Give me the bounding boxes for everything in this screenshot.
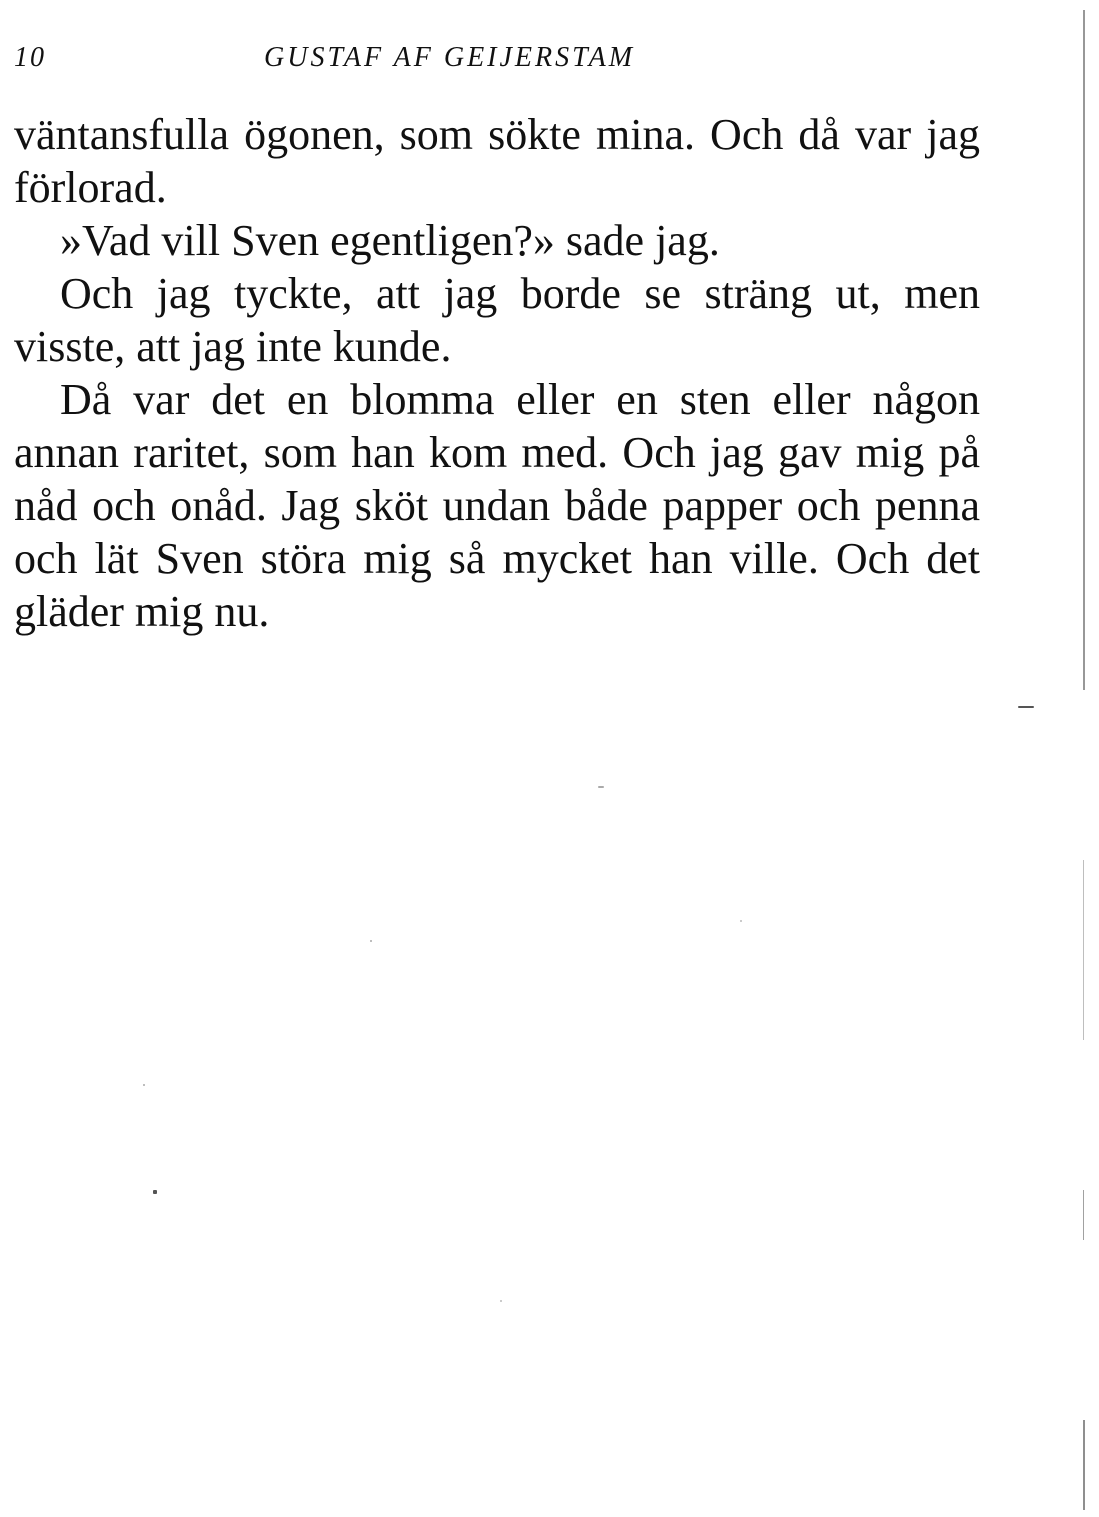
scan-speck bbox=[143, 1084, 145, 1086]
paragraph: Och jag tyckte, att jag borde se sträng ut, men visste, att jag inte kunde. bbox=[14, 269, 980, 371]
running-head bbox=[14, 42, 734, 82]
scan-speck bbox=[153, 1190, 157, 1194]
paragraph: Då var det en blomma eller en sten eller någon annan raritet, som han kom med. Och jag gav mig på nåd och onåd. Jag sköt undan både papper och penna och lät Sven störa mig så mycket han ville. Och det gläder mig nu. bbox=[14, 375, 980, 636]
scan-speck bbox=[370, 940, 372, 942]
scan-edge-line bbox=[1083, 1190, 1084, 1240]
page-number: 10 bbox=[14, 42, 46, 73]
scan-speck bbox=[598, 786, 604, 788]
scan-edge-line bbox=[1083, 860, 1084, 1040]
scan-edge-line bbox=[1083, 1420, 1085, 1510]
running-head-title: GUSTAF AF GEIJERSTAM bbox=[264, 42, 636, 73]
paragraph: väntansfulla ögonen, som sökte mina. Och då var jag förlorad. bbox=[14, 110, 980, 212]
scan-edge-line bbox=[1083, 10, 1085, 690]
body-text bbox=[14, 108, 980, 638]
scan-speck bbox=[1018, 706, 1034, 708]
scan-speck bbox=[740, 920, 742, 922]
paragraph: »Vad vill Sven egentligen?» sade jag. bbox=[60, 216, 720, 265]
scan-speck bbox=[500, 1300, 502, 1302]
